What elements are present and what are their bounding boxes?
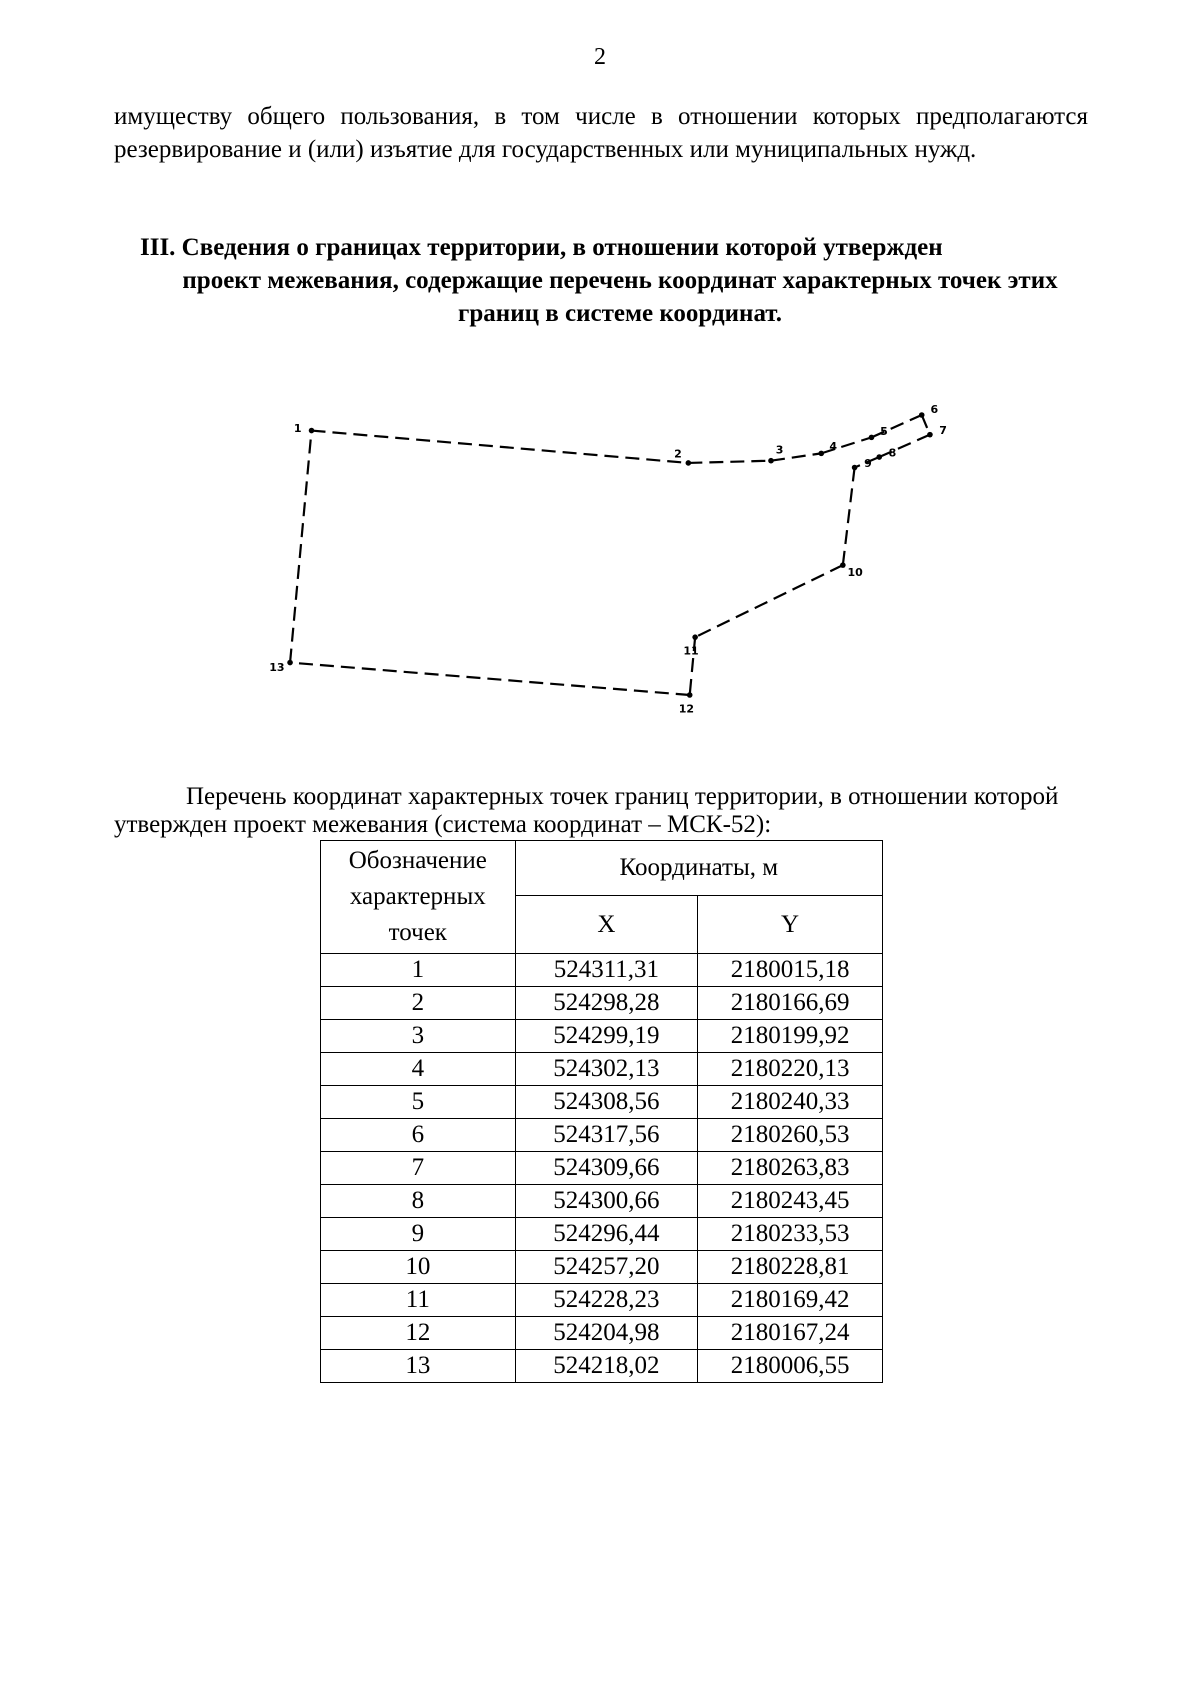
cell-point: 6 bbox=[321, 1119, 516, 1152]
table-caption bbox=[114, 783, 1088, 839]
point-label: 9 bbox=[864, 457, 872, 471]
boundary-point bbox=[927, 432, 933, 438]
cell-point: 13 bbox=[321, 1350, 516, 1383]
cell-x: 524218,02 bbox=[515, 1350, 698, 1383]
boundary-point bbox=[687, 692, 693, 698]
cell-x: 524302,13 bbox=[515, 1053, 698, 1086]
boundary-segment bbox=[871, 415, 921, 437]
cell-x: 524300,66 bbox=[515, 1185, 698, 1218]
boundary-point bbox=[686, 460, 692, 466]
boundary-segment bbox=[922, 415, 930, 435]
table-row bbox=[321, 1218, 883, 1251]
cell-x: 524204,98 bbox=[515, 1317, 698, 1350]
table-caption-text: Перечень координат характерных точек границ территории, в отношении которой утвержден проект межевания (система координат – МСК-52): bbox=[114, 783, 1059, 838]
cell-x: 524309,66 bbox=[515, 1152, 698, 1185]
boundary-segment bbox=[290, 431, 311, 663]
point-label: 7 bbox=[939, 423, 947, 437]
cell-point: 12 bbox=[321, 1317, 516, 1350]
cell-y: 2180228,81 bbox=[698, 1251, 883, 1284]
table-row bbox=[321, 1119, 883, 1152]
cell-point: 4 bbox=[321, 1053, 516, 1086]
table-row bbox=[321, 1086, 883, 1119]
cell-y: 2180233,53 bbox=[698, 1218, 883, 1251]
section-heading-line-2: проект межевания, содержащие перечень координат характерных точек этих границ в системе координат. bbox=[182, 267, 1058, 327]
cell-y: 2180199,92 bbox=[698, 1020, 883, 1053]
boundary-point bbox=[818, 451, 824, 457]
cell-point: 5 bbox=[321, 1086, 516, 1119]
cell-point: 10 bbox=[321, 1251, 516, 1284]
section-heading-line-1: III. Сведения о границах территории, в отношении которой утвержден bbox=[140, 234, 943, 261]
boundary-segment bbox=[290, 663, 690, 695]
point-label: 8 bbox=[888, 446, 897, 460]
cell-x: 524311,31 bbox=[515, 954, 698, 987]
boundary-segment bbox=[843, 468, 855, 566]
boundary-point bbox=[768, 458, 774, 464]
boundary-point bbox=[692, 634, 698, 640]
boundary-point bbox=[309, 428, 315, 434]
cell-y: 2180243,45 bbox=[698, 1185, 883, 1218]
boundary-segment bbox=[695, 565, 843, 637]
cell-point: 7 bbox=[321, 1152, 516, 1185]
table-row bbox=[321, 1152, 883, 1185]
cell-point: 1 bbox=[321, 954, 516, 987]
cell-x: 524299,19 bbox=[515, 1020, 698, 1053]
cell-point: 8 bbox=[321, 1185, 516, 1218]
cell-y: 2180006,55 bbox=[698, 1350, 883, 1383]
point-label: 11 bbox=[683, 644, 699, 658]
cell-point: 9 bbox=[321, 1218, 516, 1251]
boundary-point bbox=[852, 465, 858, 471]
cell-y: 2180240,33 bbox=[698, 1086, 883, 1119]
boundary-point bbox=[919, 412, 925, 418]
point-label: 3 bbox=[775, 443, 784, 457]
cell-x: 524317,56 bbox=[515, 1119, 698, 1152]
table-row bbox=[321, 1284, 883, 1317]
cell-y: 2180220,13 bbox=[698, 1053, 883, 1086]
boundary-point bbox=[876, 454, 882, 460]
coordinates-table bbox=[320, 840, 883, 1383]
point-label: 10 bbox=[847, 565, 863, 579]
boundary-segment bbox=[312, 431, 689, 463]
boundary-segment bbox=[688, 461, 771, 463]
header-x: X bbox=[515, 896, 698, 954]
cell-x: 524298,28 bbox=[515, 987, 698, 1020]
cell-y: 2180166,69 bbox=[698, 987, 883, 1020]
section-heading bbox=[140, 231, 1100, 330]
point-label: 6 bbox=[930, 402, 939, 416]
cell-x: 524228,23 bbox=[515, 1284, 698, 1317]
cell-x: 524257,20 bbox=[515, 1251, 698, 1284]
cell-point: 11 bbox=[321, 1284, 516, 1317]
table-row bbox=[321, 1350, 883, 1383]
header-y: Y bbox=[698, 896, 883, 954]
cell-x: 524296,44 bbox=[515, 1218, 698, 1251]
point-label: 2 bbox=[674, 447, 682, 461]
header-coordinates: Координаты, м bbox=[515, 841, 882, 896]
boundary-scheme bbox=[250, 390, 970, 720]
point-label: 12 bbox=[678, 702, 695, 716]
cell-y: 2180263,83 bbox=[698, 1152, 883, 1185]
table-row bbox=[321, 1053, 883, 1086]
boundary-point bbox=[287, 660, 293, 666]
cell-y: 2180015,18 bbox=[698, 954, 883, 987]
cell-y: 2180260,53 bbox=[698, 1119, 883, 1152]
cell-point: 3 bbox=[321, 1020, 516, 1053]
point-label: 5 bbox=[880, 425, 888, 439]
cell-y: 2180167,24 bbox=[698, 1317, 883, 1350]
table-row bbox=[321, 1020, 883, 1053]
point-label: 4 bbox=[829, 440, 837, 454]
table-row bbox=[321, 954, 883, 987]
point-label: 1 bbox=[293, 422, 302, 436]
intro-paragraph: имуществу общего пользования, в том числе в отношении которых предполагаются резервирование и (или) изъятие для государственных или муниципальных нужд. bbox=[114, 103, 1088, 163]
table-row bbox=[321, 1317, 883, 1350]
boundary-point bbox=[869, 435, 875, 441]
point-label: 13 bbox=[269, 661, 285, 675]
table-row bbox=[321, 987, 883, 1020]
table-row bbox=[321, 1251, 883, 1284]
cell-point: 2 bbox=[321, 987, 516, 1020]
header-point-designation: Обозначение характерных точек bbox=[321, 841, 516, 954]
table-row bbox=[321, 1185, 883, 1218]
cell-x: 524308,56 bbox=[515, 1086, 698, 1119]
cell-y: 2180169,42 bbox=[698, 1284, 883, 1317]
boundary-point bbox=[840, 562, 846, 568]
page-number: 2 bbox=[594, 44, 606, 70]
